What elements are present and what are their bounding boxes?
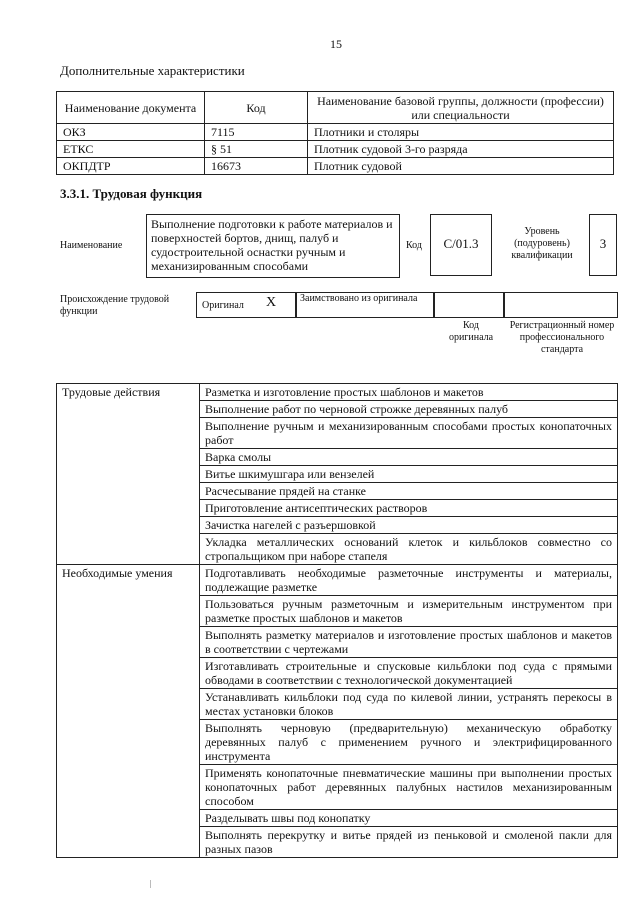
table-row: [57, 158, 614, 175]
required-skills-item: Выполнять разметку материалов и изготовление простых шаблонов и макетов в соответствии с чертежами: [200, 627, 618, 658]
group-cell: Плотник судовой: [308, 158, 614, 175]
table-row: [57, 565, 618, 596]
required-skills-item: Применять конопаточные пневматические машины при выполнении простых конопаточных работ деревянных палубных настилов механизированным способом: [200, 765, 618, 810]
qualification-level-value: 3: [589, 214, 617, 276]
labor-actions-item: Варка смолы: [200, 449, 618, 466]
function-name-value: Выполнение подготовки к работе материалов и поверхностей бортов, днищ, палуб и судостроительной оснастки ручным и механизированным способами: [146, 214, 400, 278]
labor-actions-item: Расчесывание прядей на станке: [200, 483, 618, 500]
name-label: Наименование: [60, 240, 123, 251]
doc-cell: ОКПДТР: [57, 158, 205, 175]
required-skills-item: Разделывать швы под конопатку: [200, 810, 618, 827]
original-label: Оригинал: [202, 300, 244, 311]
labor-actions-item: Разметка и изготовление простых шаблонов и макетов: [200, 384, 618, 401]
required-skills-label: Необходимые умения: [57, 565, 200, 858]
table-row: [57, 124, 614, 141]
labor-actions-item: Приготовление антисептических растворов: [200, 500, 618, 517]
header-base-group: Наименование базовой группы, должности (профессии) или специальности: [308, 92, 614, 124]
code-cell: § 51: [205, 141, 308, 158]
required-skills-item: Пользоваться ручным разметочным и измерительным инструментом при разметке простых шаблонов и макетов: [200, 596, 618, 627]
group-cell: Плотник судовой 3-го разряда: [308, 141, 614, 158]
labor-actions-item: Зачистка нагелей с разъершовкой: [200, 517, 618, 534]
original-mark: X: [266, 295, 277, 310]
required-skills-item: Выполнять черновую (предварительную) механическую обработку деревянных палуб с применением ручного и электрифицированного инструмента: [200, 720, 618, 765]
code-cell: 7115: [205, 124, 308, 141]
original-code-box: [434, 292, 504, 318]
labor-function-heading: 3.3.1. Трудовая функция: [60, 186, 203, 201]
required-skills-item: Устанавливать кильблоки под суда по килевой линии, устранять перекосы в местах установки блоков: [200, 689, 618, 720]
registration-number-box: [504, 292, 618, 318]
header-code: Код: [205, 92, 308, 124]
labor-actions-label: Трудовые действия: [57, 384, 200, 565]
code-label: Код: [406, 240, 422, 251]
labor-actions-item: Витье шкимушгара или вензелей: [200, 466, 618, 483]
header-document-name: Наименование документа: [57, 92, 205, 124]
required-skills-item: Выполнять перекрутку и витье прядей из пеньковой и смоленой пакли для разных пазов: [200, 827, 618, 858]
labor-actions-skills-table: [56, 383, 618, 858]
doc-cell: ЕТКС: [57, 141, 205, 158]
table-row: [57, 384, 618, 401]
required-skills-item: Изготавливать строительные и спусковые кильблоки под суда с прямыми обводами в соответствии с технологической документацией: [200, 658, 618, 689]
qualification-level-label: Уровень (подуровень) квалификации: [511, 226, 573, 261]
scan-artifact: [150, 880, 151, 888]
original-code-caption: Код оригинала: [448, 320, 494, 343]
registration-number-caption: Регистрационный номер профессионального стандарта: [509, 320, 615, 355]
function-origin-label: Происхождение трудовой функции: [60, 294, 170, 317]
table-row: [57, 141, 614, 158]
table-header-row: [57, 92, 614, 124]
group-cell: Плотники и столяры: [308, 124, 614, 141]
required-skills-item: Подготавливать необходимые разметочные инструменты и материалы, подлежащие разметке: [200, 565, 618, 596]
borrowed-label: Заимствовано из оригинала: [300, 293, 418, 304]
labor-actions-item: Выполнение ручным и механизированным способами простых конопаточных работ: [200, 418, 618, 449]
code-cell: 16673: [205, 158, 308, 175]
additional-characteristics-table: [56, 91, 614, 175]
doc-cell: ОКЗ: [57, 124, 205, 141]
labor-actions-item: Укладка металлических оснований клеток и кильблоков совместно со стропальщиком при наборе стапеля: [200, 534, 618, 565]
labor-actions-item: Выполнение работ по черновой строжке деревянных палуб: [200, 401, 618, 418]
additional-characteristics-heading: Дополнительные характеристики: [60, 63, 245, 78]
function-code-value: С/01.3: [430, 214, 492, 276]
page-number: 15: [330, 37, 342, 51]
